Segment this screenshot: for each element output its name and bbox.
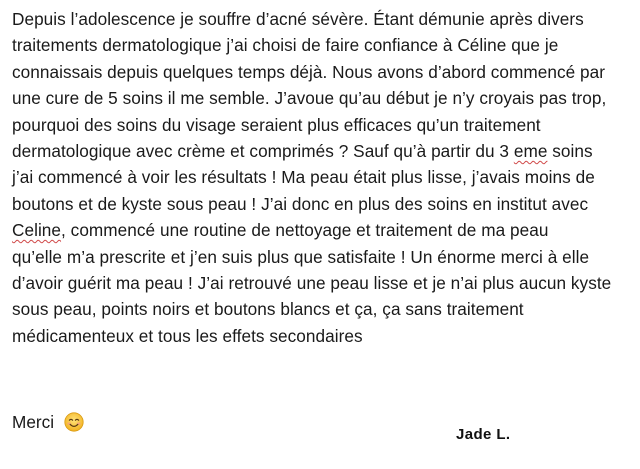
- text-line: [12, 323, 636, 349]
- text-line: [12, 217, 636, 243]
- text-segment: boutons et de kyste sous peau ! J’ai donc en plus des soins en institut avec: [12, 193, 589, 214]
- text-segment: pourquoi des soins du visage seraient plus efficaces qu’un traitement: [12, 114, 541, 135]
- text-line: [12, 244, 636, 270]
- text-line: [12, 138, 636, 164]
- text-line: [12, 112, 636, 138]
- closing-text: Merci: [12, 412, 55, 432]
- text-segment: dermatologique avec crème et comprimés ? Sauf qu’à partir du 3: [12, 140, 514, 161]
- text-line: [12, 32, 636, 58]
- text-segment: connaissais depuis quelques temps déjà. Nous avons d’abord commencé par: [12, 61, 606, 82]
- text-segment: j’ai commencé à voir les résultats ! Ma peau était plus lisse, j’avais moins de: [12, 167, 595, 188]
- text-segment: Depuis l’adolescence je souffre d’acné sévère. Étant démunie après divers: [12, 9, 584, 29]
- text-line: [12, 6, 636, 32]
- text-segment: sous peau, points noirs et boutons blancs et ça, ça sans traitement: [12, 299, 524, 320]
- misspelled-word: Celine: [12, 220, 62, 241]
- text-line: [12, 270, 636, 296]
- smiling-face-icon: [64, 412, 84, 432]
- text-line: [12, 85, 636, 111]
- text-line: [12, 296, 636, 322]
- text-segment: d’avoir guérit ma peau ! J’ai retrouvé une peau lisse et je n’ai plus aucun kyste: [12, 272, 612, 293]
- text-line: [12, 164, 636, 190]
- misspelled-word: eme: [513, 140, 548, 161]
- text-segment: traitements dermatologique j’ai choisi de faire confiance à Céline que je: [12, 35, 559, 56]
- closing-line: [12, 409, 84, 435]
- text-segment: , commencé une routine de nettoyage et traitement de ma peau: [61, 220, 549, 241]
- text-segment: médicamenteux et tous les effets secondaires: [12, 325, 363, 346]
- text-line: [12, 191, 636, 217]
- text-segment: une cure de 5 soins il me semble. J’avoue qu’au début je n’y croyais pas trop,: [12, 88, 607, 109]
- text-segment: qu’elle m’a prescrite et j’en suis plus que satisfaite ! Un énorme merci à elle: [12, 246, 590, 267]
- signature: Jade L.: [456, 426, 511, 443]
- testimonial-body: [12, 6, 636, 349]
- text-segment: soins: [547, 140, 593, 161]
- text-line: [12, 59, 636, 85]
